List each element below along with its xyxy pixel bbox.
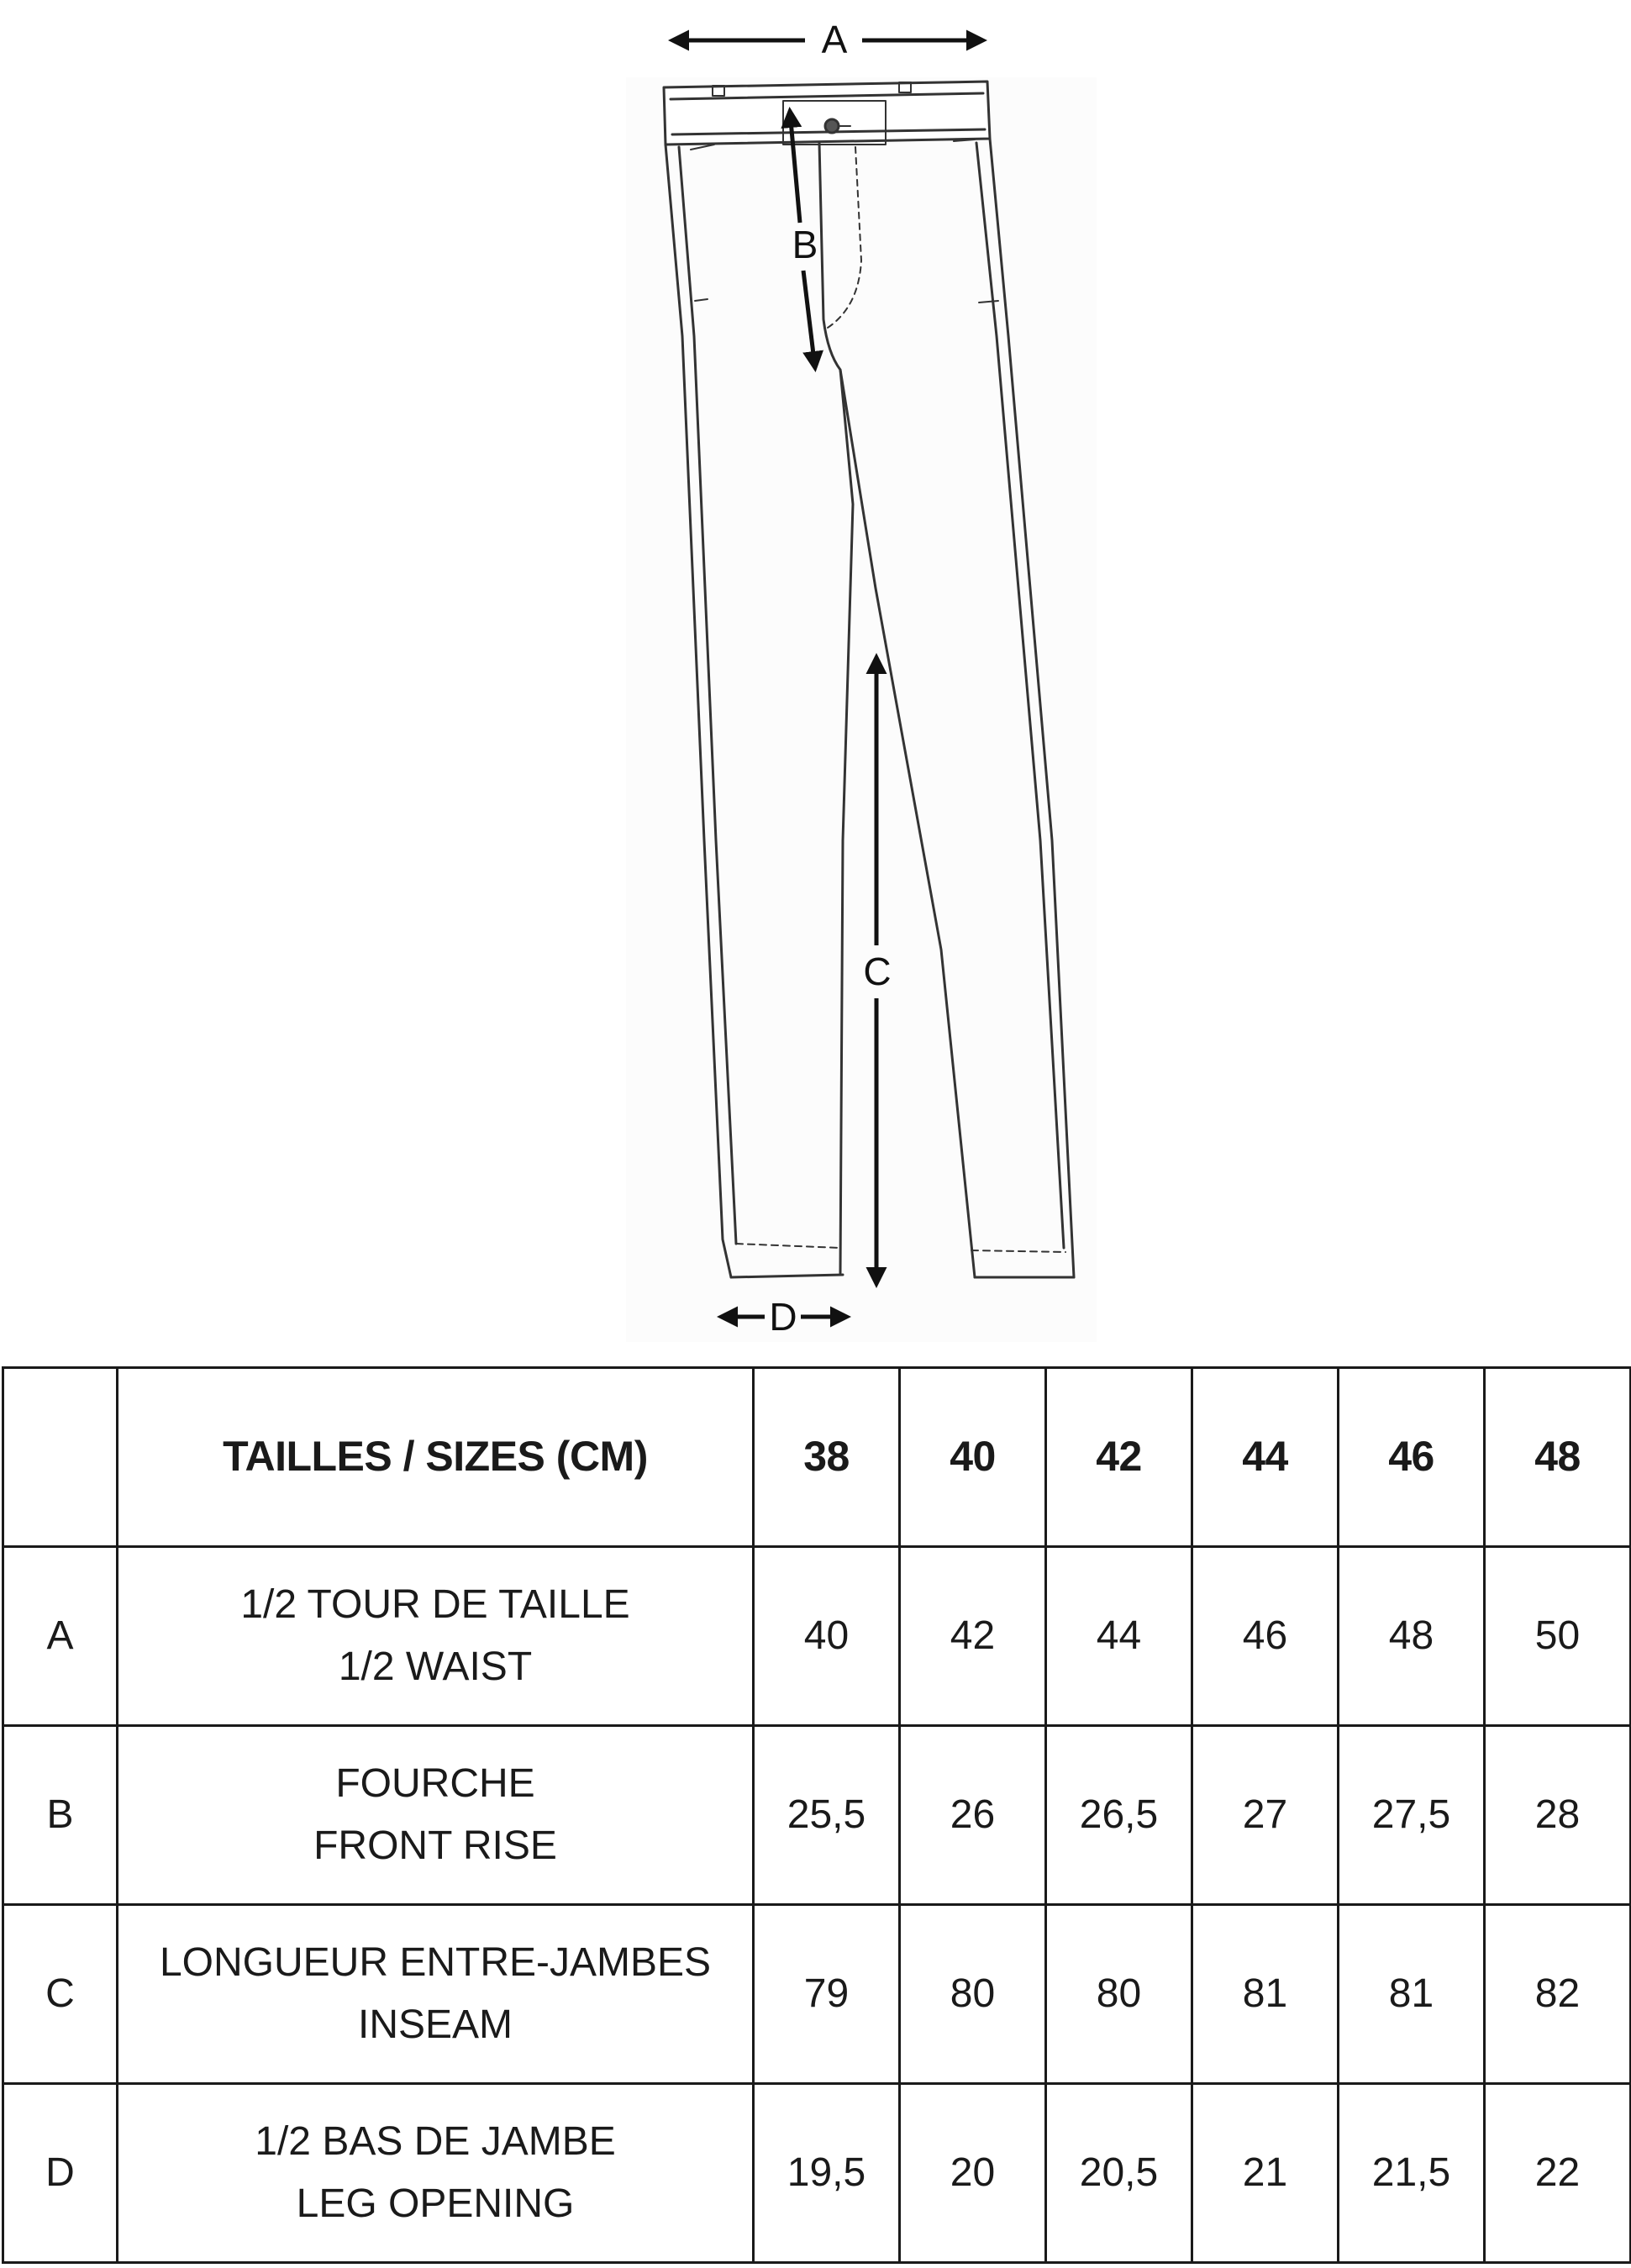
row-label-fr: LONGUEUR ENTRE-JAMBES	[159, 1939, 712, 1985]
value-cell: 50	[1485, 1547, 1631, 1726]
value-cell: 19,5	[754, 2084, 900, 2263]
row-label	[118, 1547, 754, 1726]
value-cell: 80	[900, 1905, 1046, 2084]
value-cell: 25,5	[754, 1726, 900, 1905]
value-cell: 48	[1339, 1547, 1485, 1726]
row-code: A	[3, 1547, 118, 1726]
value-cell: 27,5	[1339, 1726, 1485, 1905]
header-size-40: 40	[900, 1368, 1046, 1547]
table-row	[3, 1726, 1631, 1905]
table-header-row	[3, 1368, 1631, 1547]
header-size-44: 44	[1192, 1368, 1339, 1547]
row-label-en: 1/2 WAIST	[338, 1644, 533, 1689]
table-row	[3, 2084, 1631, 2263]
value-cell: 81	[1339, 1905, 1485, 2084]
row-code: B	[3, 1726, 118, 1905]
value-cell: 20	[900, 2084, 1046, 2263]
value-cell: 79	[754, 1905, 900, 2084]
row-code: D	[3, 2084, 118, 2263]
value-cell: 42	[900, 1547, 1046, 1726]
table-row	[3, 1547, 1631, 1726]
row-label	[118, 1726, 754, 1905]
value-cell: 40	[754, 1547, 900, 1726]
row-label-fr: 1/2 TOUR DE TAILLE	[240, 1581, 630, 1627]
header-title: TAILLES / SIZES (CM)	[118, 1368, 754, 1547]
value-cell: 20,5	[1046, 2084, 1192, 2263]
value-cell: 26	[900, 1726, 1046, 1905]
measure-d-label: D	[769, 1295, 797, 1339]
header-size-38: 38	[754, 1368, 900, 1547]
table-row	[3, 1905, 1631, 2084]
header-corner-cell	[3, 1368, 118, 1547]
header-size-46: 46	[1339, 1368, 1485, 1547]
size-chart-table	[2, 1366, 1631, 2264]
value-cell: 21	[1192, 2084, 1339, 2263]
value-cell: 82	[1485, 1905, 1631, 2084]
value-cell: 81	[1192, 1905, 1339, 2084]
row-code: C	[3, 1905, 118, 2084]
measure-b-label: B	[792, 223, 818, 266]
value-cell: 27	[1192, 1726, 1339, 1905]
value-cell: 26,5	[1046, 1726, 1192, 1905]
row-label	[118, 2084, 754, 2263]
measure-a-label: A	[821, 18, 848, 61]
row-label-fr: FOURCHE	[335, 1760, 535, 1806]
value-cell: 21,5	[1339, 2084, 1485, 2263]
value-cell: 44	[1046, 1547, 1192, 1726]
value-cell: 22	[1485, 2084, 1631, 2263]
value-cell: 28	[1485, 1726, 1631, 1905]
row-label-en: LEG OPENING	[296, 2181, 575, 2226]
header-size-42: 42	[1046, 1368, 1192, 1547]
row-label-en: INSEAM	[357, 2002, 513, 2047]
row-label-fr: 1/2 BAS DE JAMBE	[255, 2118, 616, 2164]
header-size-48: 48	[1485, 1368, 1631, 1547]
value-cell: 46	[1192, 1547, 1339, 1726]
row-label-en: FRONT RISE	[313, 1823, 557, 1868]
row-label	[118, 1905, 754, 2084]
measure-c-label: C	[863, 950, 892, 993]
value-cell: 80	[1046, 1905, 1192, 2084]
